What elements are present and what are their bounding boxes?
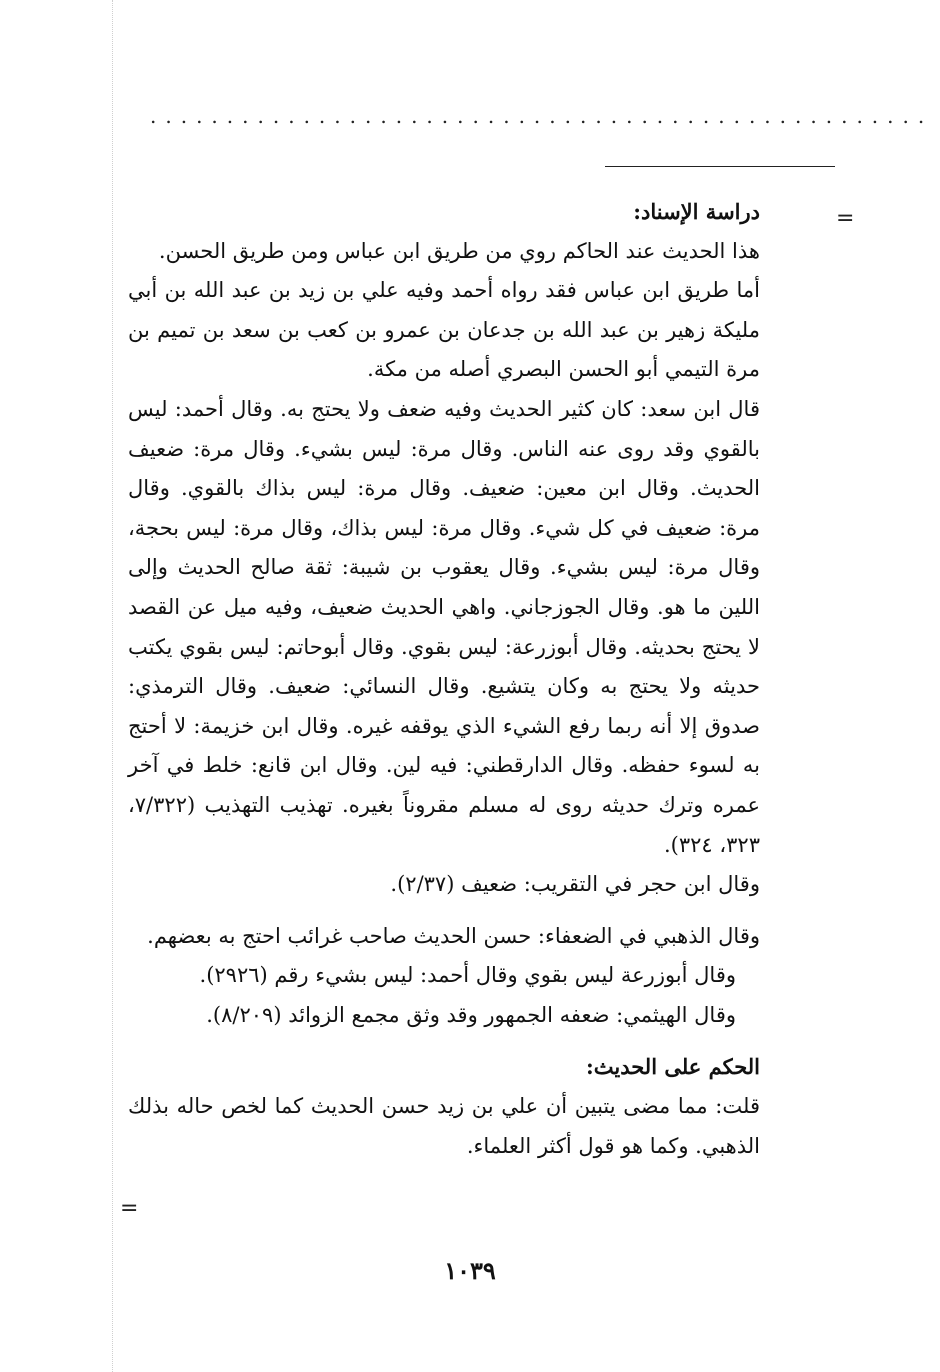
paragraph-ruling: قلت: مما مضى يتبين أن علي بن زيد حسن الحديث كما لخص حاله بذلك الذهبي. وكما هو قول أكثر العلماء.: [128, 1094, 760, 1158]
ruling-heading: الحكم على الحديث:: [586, 1054, 760, 1080]
paragraph-intro: هذا الحديث عند الحاكم روي من طريق ابن عباس ومن طريق الحسن.: [158, 238, 760, 263]
footnote-separator-dots: ...................................................: [150, 104, 934, 128]
footnote-rule: [605, 166, 835, 167]
paragraph-critiques: قال ابن سعد: كان كثير الحديث وفيه ضعف ولا يحتج به. وقال أحمد: ليس بالقوي وقد روى عنه الناس. وقال مرة: ليس بشيء. وقال مرة: ضعيف الحديث. وقال ابن معين: ضعيف. وقال مرة: ليس بذاك بالقوي. وقال مرة: ضعيف في كل شيء. وقال مرة: ليس بذاك، وقال مرة: ليس بحجة، وقال مرة: ليس بشيء. وقال يعقوب بن شيبة: ثقة صالح الحديث وإلى اللين ما هو. وقال الجوزجاني. واهي الحديث ضعيف، وفيه ميل عن القصد لا يحتج بحديثه. وقال أبوزرعة: ليس بقوي. وقال أبوحاتم: ليس بقوي يكتب حديثه ولا يحتج به وكان يتشيع. وقال النسائي: ضعيف. وقال الترمذي: صدوق إلا أنه ربما رفع الشيء الذي يوقفه غيره. وقال ابن خزيمة: لا أحتج به لسوء حفظه. وقال الدارقطني: فيه لين. وقال ابن قانع: خلط في آخر عمره وترك حديثه روى له مسلم مقروناً بغيره. تهذيب التهذيب (٧/٣٢٢، ٣٢٣، ٣٢٤).: [128, 396, 760, 857]
margin-mark-bottom: =: [120, 1196, 139, 1221]
scan-edge-line: [112, 0, 113, 1372]
page-number: ١٠٣٩: [444, 1256, 496, 1285]
paragraph-chain: أما طريق ابن عباس فقد رواه أحمد وفيه علي بن زيد بن عبد الله بن أبي مليكة زهير بن عبد الله بن جدعان بن عمرو بن كعب بن سعد بن تميم بن مرة التيمي أبو الحسن البصري أصله من مكة.: [128, 278, 760, 382]
margin-mark-top: =: [836, 206, 855, 231]
paragraph-haythami: وقال الهيثمي: ضعفه الجمهور وقد وثق مجمع الزوائد (٨/٢٠٩).: [206, 1002, 736, 1027]
page-body: [128, 192, 760, 1166]
paragraph-ibn-hajar: وقال ابن حجر في التقريب: ضعيف (٢/٣٧).: [390, 872, 760, 897]
spacer: [128, 1035, 760, 1047]
spacer: [128, 905, 760, 917]
isnad-heading: دراسة الإسناد:: [633, 199, 760, 224]
paragraph-abu-zura: وقال أبوزرعة ليس بقوي وقال أحمد: ليس بشيء رقم (٢٩٢٦).: [199, 963, 736, 988]
paragraph-dhahabi: وقال الذهبي في الضعفاء: حسن الحديث صاحب غرائب احتج به بعضهم.: [147, 923, 760, 948]
